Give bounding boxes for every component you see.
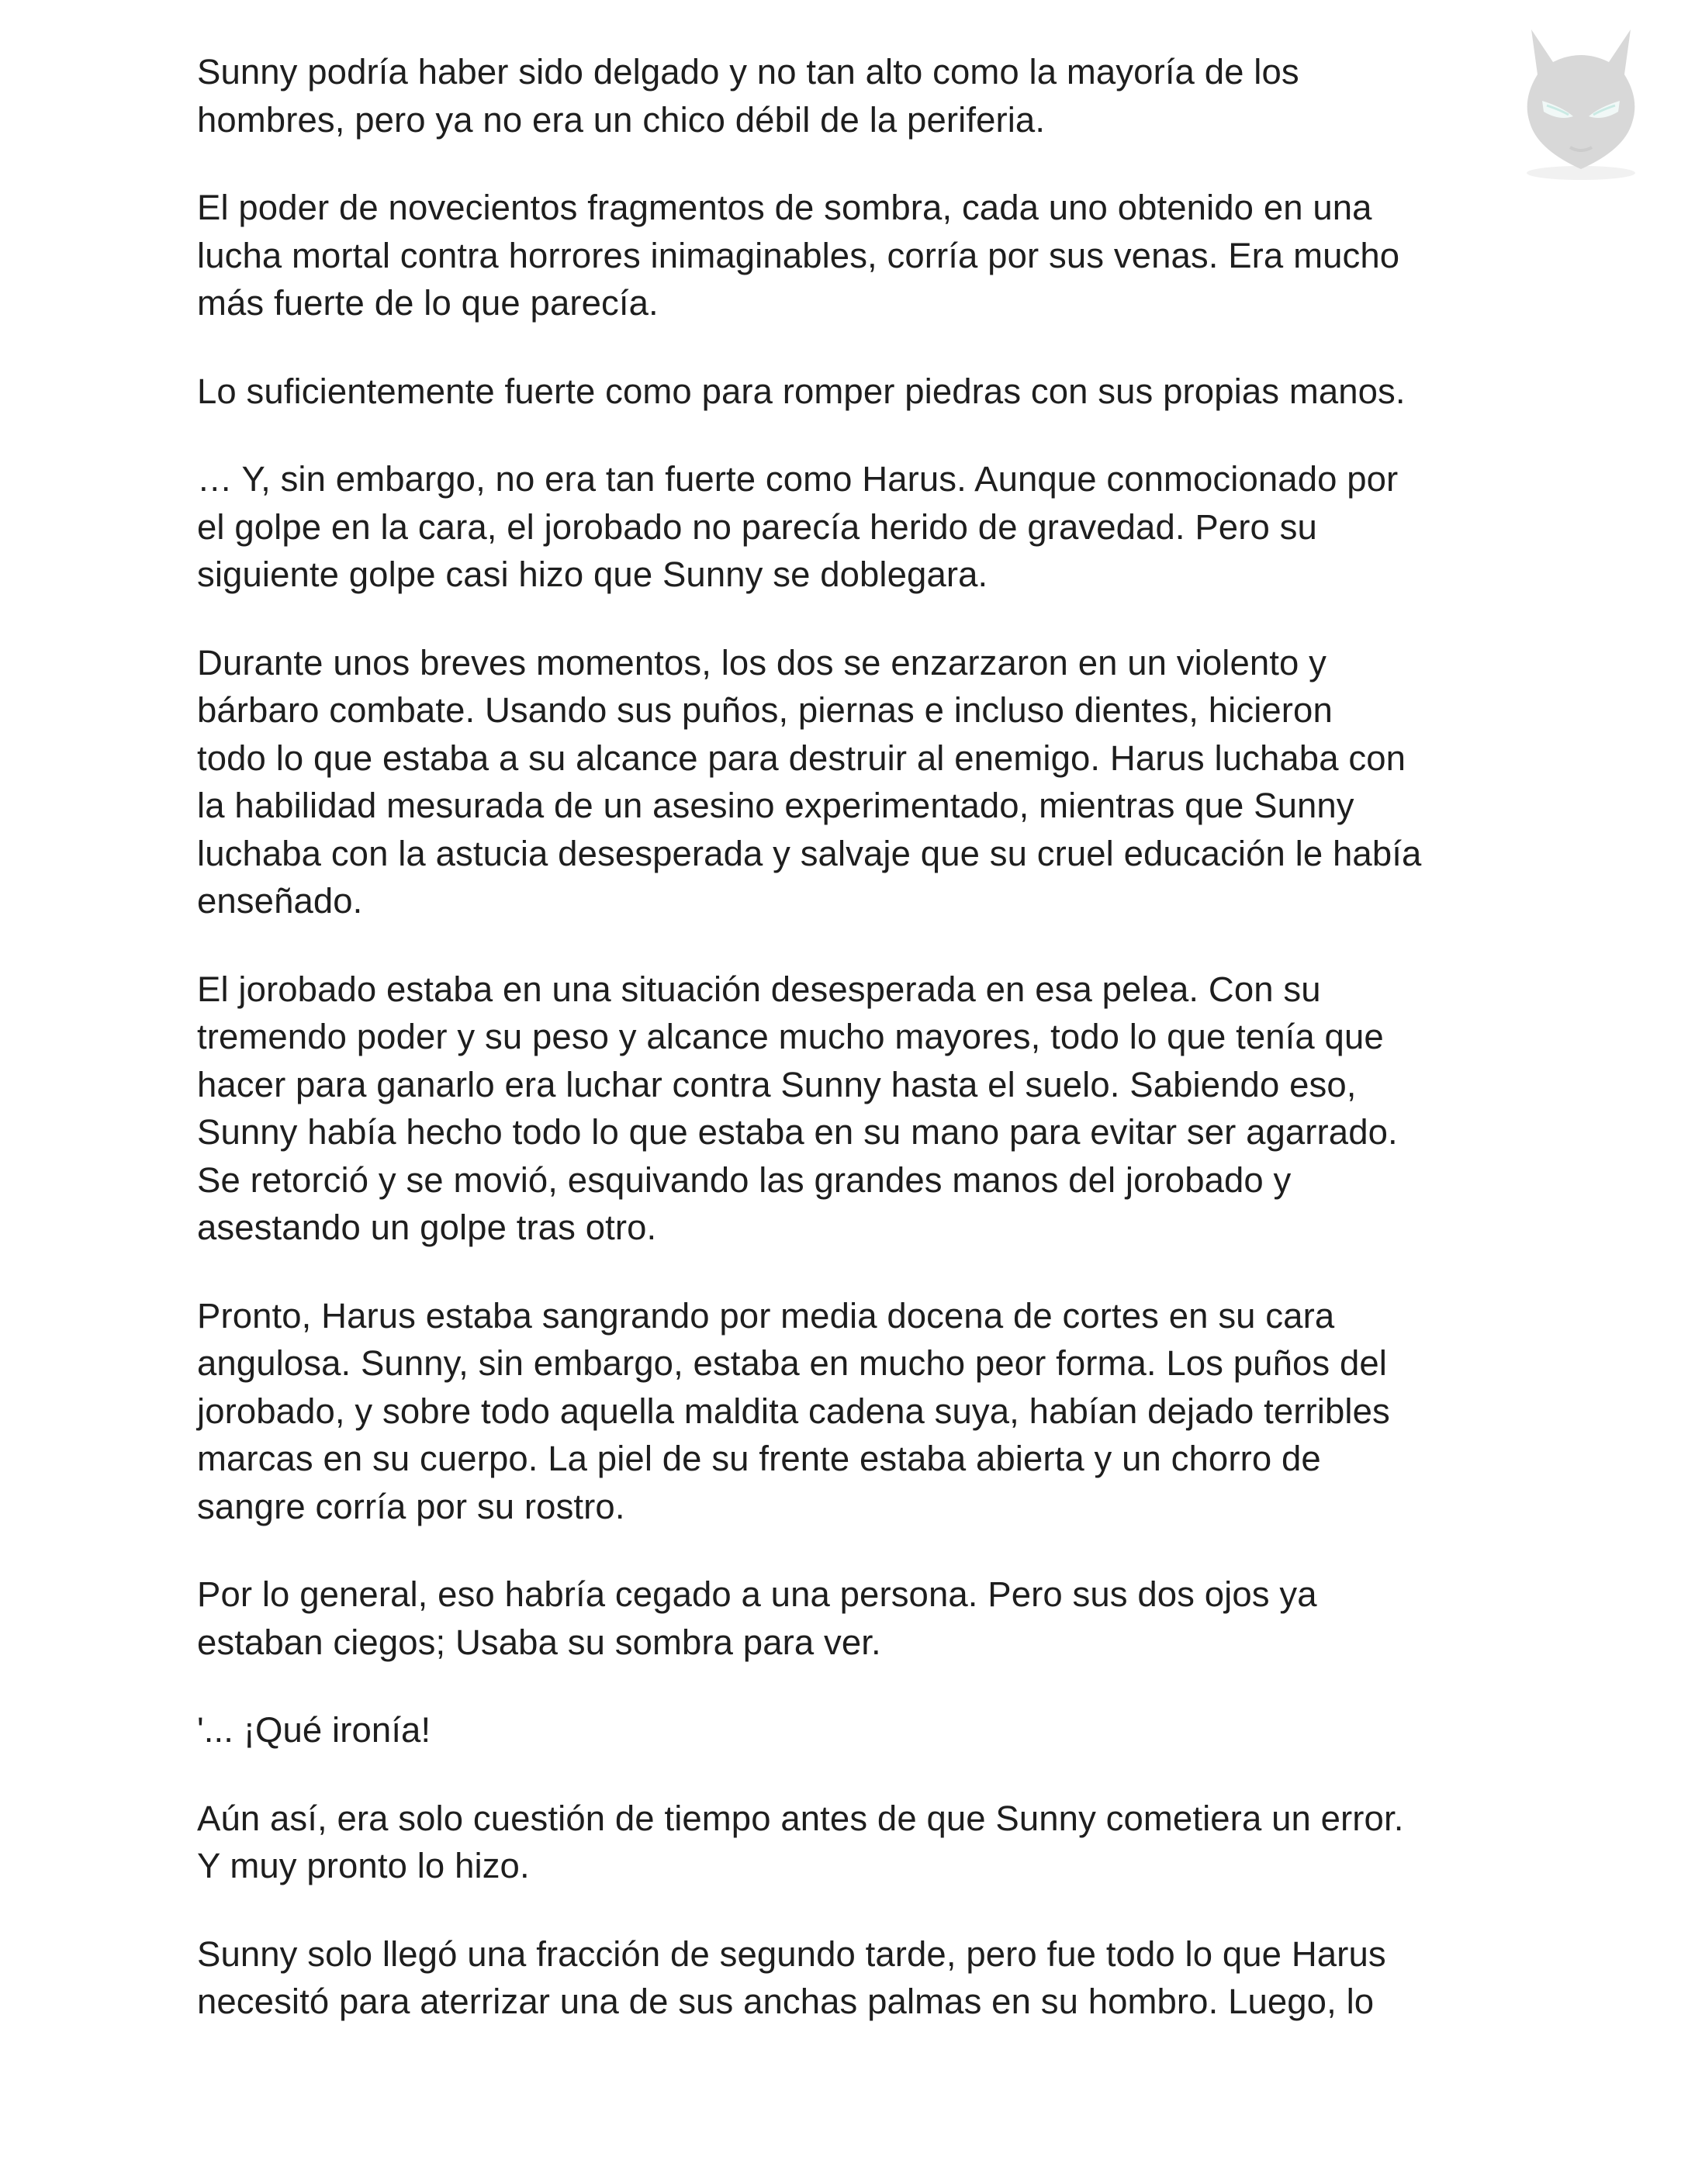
paragraph: Durante unos breves momentos, los dos se enzarzaron en un violento y bárbaro combate. Usando sus puños, piernas e incluso dientes, hicieron todo lo que estaba a su alcance para destruir al enemigo. Harus luchaba con la habilidad mesurada de un asesino experimentado, mientras que Sunny luchaba con la astucia desesperada y salvaje que su cruel educación le había enseñado. bbox=[197, 642, 1422, 921]
document-body bbox=[197, 48, 1531, 2066]
paragraph: Sunny solo llegó una fracción de segundo tarde, pero fue todo lo que Harus necesitó para aterrizar una de sus anchas palmas en su hombro. Luego, lo bbox=[197, 1933, 1386, 2021]
paragraph: Aún así, era solo cuestión de tiempo antes de que Sunny cometiera un error. Y muy pronto lo hizo. bbox=[197, 1798, 1404, 1885]
paragraph: Por lo general, eso habría cegado a una persona. Pero sus dos ojos ya estaban ciegos; Usaba su sombra para ver. bbox=[197, 1574, 1317, 1662]
paragraph: El poder de novecientos fragmentos de sombra, cada uno obtenido en una lucha mortal contra horrores inimaginables, corría por sus venas. Era mucho más fuerte de lo que parecía. bbox=[197, 188, 1400, 323]
paragraph: '... ¡Qué ironía! bbox=[197, 1710, 431, 1750]
paragraph: Pronto, Harus estaba sangrando por media docena de cortes en su cara angulosa. Sunny, sin embargo, estaba en mucho peor forma. Los puños del jorobado, y sobre todo aquella maldita cadena suya, habían dejado terribles marcas en su cuerpo. La piel de su frente estaba abierta y un chorro de sangre corría por su rostro. bbox=[197, 1295, 1390, 1526]
paragraph: … Y, sin embargo, no era tan fuerte como Harus. Aunque conmocionado por el golpe en la cara, el jorobado no parecía herido de gravedad. Pero su siguiente golpe casi hizo que Sunny se doblegara. bbox=[197, 459, 1399, 594]
paragraph: Sunny podría haber sido delgado y no tan alto como la mayoría de los hombres, pero ya no era un chico débil de la periferia. bbox=[197, 52, 1299, 140]
paragraph: Lo suficientemente fuerte como para romper piedras con sus propias manos. bbox=[197, 371, 1406, 411]
paragraph: El jorobado estaba en una situación desesperada en esa pelea. Con su tremendo poder y su peso y alcance mucho mayores, todo lo que tenía que hacer para ganarlo era luchar contra Sunny hasta el suelo. Sabiendo eso, Sunny había hecho todo lo que estaba en su mano para evitar ser agarrado. Se retorció y se movió, esquivando las grandes manos del jorobado y asestando un golpe tras otro. bbox=[197, 969, 1398, 1247]
